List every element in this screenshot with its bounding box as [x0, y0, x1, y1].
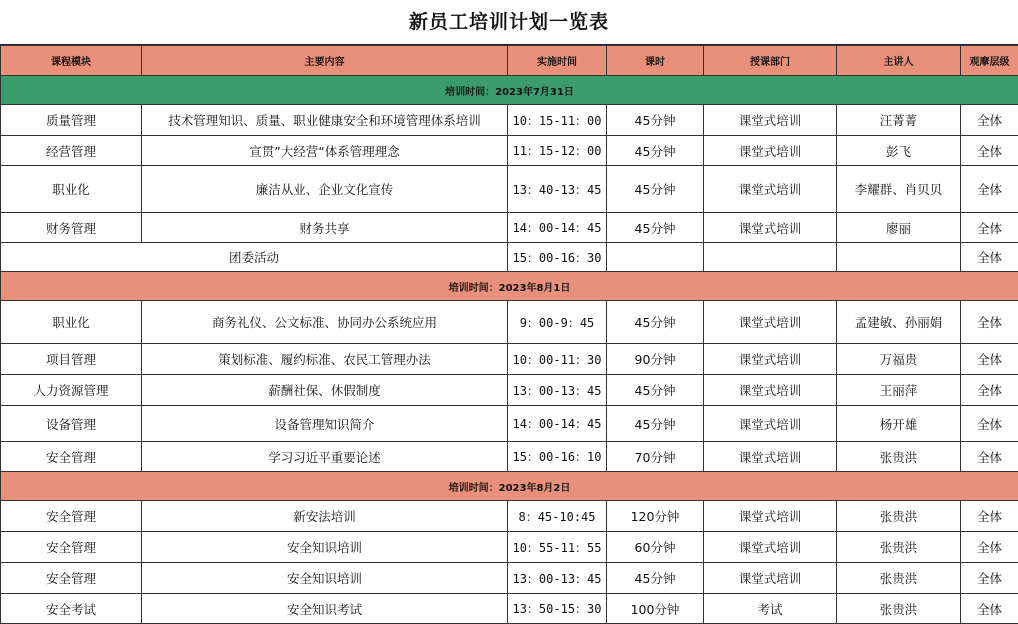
- time-cell[interactable]: 13：40-13：45: [508, 166, 607, 213]
- dept-cell[interactable]: 课堂式培训: [704, 166, 837, 213]
- lecturer-cell[interactable]: 王丽萍: [837, 375, 961, 406]
- lecturer-cell[interactable]: 张贵洪: [837, 442, 961, 472]
- dept-cell[interactable]: 课堂式培训: [704, 406, 837, 442]
- level-cell[interactable]: 全体: [961, 442, 1018, 472]
- dept-cell[interactable]: 课堂式培训: [704, 213, 837, 243]
- module-cell[interactable]: 安全管理: [1, 442, 142, 472]
- section-header-row: [1, 76, 1018, 105]
- table-row: [1, 501, 1018, 532]
- module-cell[interactable]: 安全管理: [1, 563, 142, 594]
- content-cell[interactable]: 财务共享: [142, 213, 508, 243]
- table-row: [1, 301, 1018, 344]
- lecturer-cell[interactable]: 张贵洪: [837, 501, 961, 532]
- hours-cell[interactable]: 45分钟: [607, 301, 704, 344]
- content-cell[interactable]: 薪酬社保、休假制度: [142, 375, 508, 406]
- module-cell[interactable]: 经营管理: [1, 136, 142, 166]
- empty-cell[interactable]: [607, 243, 704, 272]
- level-cell[interactable]: 全体: [961, 406, 1018, 442]
- content-cell[interactable]: 安全知识培训: [142, 563, 508, 594]
- time-cell[interactable]: 13：00-13：45: [508, 375, 607, 406]
- module-cell[interactable]: 职业化: [1, 166, 142, 213]
- lecturer-cell[interactable]: 孟建敏、孙丽娟: [837, 301, 961, 344]
- dept-cell[interactable]: 课堂式培训: [704, 563, 837, 594]
- lecturer-cell[interactable]: 杨开雄: [837, 406, 961, 442]
- content-cell[interactable]: 技术管理知识、质量、职业健康安全和环境管理体系培训: [142, 105, 508, 136]
- dept-cell[interactable]: 课堂式培训: [704, 136, 837, 166]
- lecturer-cell[interactable]: 张贵洪: [837, 594, 961, 624]
- training-table: [0, 45, 1018, 624]
- hours-cell[interactable]: 45分钟: [607, 375, 704, 406]
- level-cell[interactable]: 全体: [961, 563, 1018, 594]
- level-cell[interactable]: 全体: [961, 243, 1018, 272]
- module-cell[interactable]: 安全考试: [1, 594, 142, 624]
- hours-cell[interactable]: 45分钟: [607, 136, 704, 166]
- header-level[interactable]: 观摩层级: [961, 46, 1018, 76]
- table-row: [1, 563, 1018, 594]
- module-cell[interactable]: 财务管理: [1, 213, 142, 243]
- time-cell[interactable]: 13：50-15：30: [508, 594, 607, 624]
- level-cell[interactable]: 全体: [961, 344, 1018, 375]
- content-cell[interactable]: 新安法培训: [142, 501, 508, 532]
- sheet-title: 新员工培训计划一览表: [0, 0, 1018, 45]
- level-cell[interactable]: 全体: [961, 375, 1018, 406]
- lecturer-cell[interactable]: 汪菁菁: [837, 105, 961, 136]
- hours-cell[interactable]: 45分钟: [607, 406, 704, 442]
- hours-cell[interactable]: 120分钟: [607, 501, 704, 532]
- hours-cell[interactable]: 60分钟: [607, 532, 704, 563]
- empty-cell[interactable]: [704, 243, 837, 272]
- header-content[interactable]: 主要内容: [142, 46, 508, 76]
- time-cell[interactable]: 14：00-14：45: [508, 406, 607, 442]
- time-cell[interactable]: 9：00-9：45: [508, 301, 607, 344]
- table-row: [1, 105, 1018, 136]
- lecturer-cell[interactable]: 万福贵: [837, 344, 961, 375]
- level-cell[interactable]: 全体: [961, 213, 1018, 243]
- hours-cell[interactable]: 90分钟: [607, 344, 704, 375]
- dept-cell[interactable]: 课堂式培训: [704, 501, 837, 532]
- table-row: [1, 136, 1018, 166]
- header-dept[interactable]: 授课部门: [704, 46, 837, 76]
- dept-cell[interactable]: 课堂式培训: [704, 375, 837, 406]
- time-cell[interactable]: 15：00-16：10: [508, 442, 607, 472]
- lecturer-cell[interactable]: 李耀群、肖贝贝: [837, 166, 961, 213]
- hours-cell[interactable]: 100分钟: [607, 594, 704, 624]
- module-cell[interactable]: 人力资源管理: [1, 375, 142, 406]
- level-cell[interactable]: 全体: [961, 301, 1018, 344]
- level-cell[interactable]: 全体: [961, 166, 1018, 213]
- dept-cell[interactable]: 课堂式培训: [704, 344, 837, 375]
- module-cell[interactable]: 设备管理: [1, 406, 142, 442]
- level-cell[interactable]: 全体: [961, 105, 1018, 136]
- table-row: [1, 532, 1018, 563]
- time-cell[interactable]: 13：00-13：45: [508, 563, 607, 594]
- table-row: [1, 375, 1018, 406]
- header-row: [1, 46, 1018, 76]
- module-cell[interactable]: 职业化: [1, 301, 142, 344]
- content-cell[interactable]: 学习习近平重要论述: [142, 442, 508, 472]
- section-date-label[interactable]: 培训时间：2023年8月1日: [1, 272, 1018, 301]
- module-cell[interactable]: 质量管理: [1, 105, 142, 136]
- time-cell[interactable]: 11：15-12：00: [508, 136, 607, 166]
- level-cell[interactable]: 全体: [961, 532, 1018, 563]
- table-row: [1, 406, 1018, 442]
- module-cell[interactable]: 安全管理: [1, 501, 142, 532]
- content-cell[interactable]: 安全知识培训: [142, 532, 508, 563]
- hours-cell[interactable]: 45分钟: [607, 105, 704, 136]
- dept-cell[interactable]: 课堂式培训: [704, 301, 837, 344]
- time-cell[interactable]: 15：00-16：30: [508, 243, 607, 272]
- section-date-label[interactable]: 培训时间：2023年8月2日: [1, 472, 1018, 501]
- table-row: [1, 442, 1018, 472]
- header-hours[interactable]: 课时: [607, 46, 704, 76]
- dept-cell[interactable]: 课堂式培训: [704, 532, 837, 563]
- section-header-row: [1, 272, 1018, 301]
- lecturer-cell[interactable]: 廖丽: [837, 213, 961, 243]
- content-cell[interactable]: 设备管理知识简介: [142, 406, 508, 442]
- table-row: [1, 166, 1018, 213]
- header-module[interactable]: 课程模块: [1, 46, 142, 76]
- content-cell[interactable]: 策划标准、履约标准、农民工管理办法: [142, 344, 508, 375]
- hours-cell[interactable]: 45分钟: [607, 563, 704, 594]
- time-cell[interactable]: 14：00-14：45: [508, 213, 607, 243]
- content-cell[interactable]: 廉洁从业、企业文化宣传: [142, 166, 508, 213]
- section-header-row: [1, 472, 1018, 501]
- hours-cell[interactable]: 45分钟: [607, 213, 704, 243]
- table-row: [1, 594, 1018, 624]
- content-cell[interactable]: 商务礼仪、公文标准、协同办公系统应用: [142, 301, 508, 344]
- header-lecturer[interactable]: 主讲人: [837, 46, 961, 76]
- module-cell[interactable]: 项目管理: [1, 344, 142, 375]
- time-cell[interactable]: 8：45-10:45: [508, 501, 607, 532]
- table-row: [1, 213, 1018, 243]
- lecturer-cell[interactable]: 张贵洪: [837, 563, 961, 594]
- dept-cell[interactable]: 课堂式培训: [704, 105, 837, 136]
- dept-cell[interactable]: 课堂式培训: [704, 442, 837, 472]
- dept-cell[interactable]: 考试: [704, 594, 837, 624]
- lecturer-cell[interactable]: 张贵洪: [837, 532, 961, 563]
- table-row: [1, 344, 1018, 375]
- level-cell[interactable]: 全体: [961, 594, 1018, 624]
- section-date-label[interactable]: 培训时间：2023年7月31日: [1, 76, 1018, 105]
- content-cell[interactable]: 安全知识考试: [142, 594, 508, 624]
- level-cell[interactable]: 全体: [961, 136, 1018, 166]
- time-cell[interactable]: 10：00-11：30: [508, 344, 607, 375]
- activity-row: [1, 243, 1018, 272]
- hours-cell[interactable]: 70分钟: [607, 442, 704, 472]
- empty-cell[interactable]: [837, 243, 961, 272]
- content-cell[interactable]: 宣贯”大经营“体系管理理念: [142, 136, 508, 166]
- time-cell[interactable]: 10：15-11：00: [508, 105, 607, 136]
- time-cell[interactable]: 10：55-11：55: [508, 532, 607, 563]
- lecturer-cell[interactable]: 彭飞: [837, 136, 961, 166]
- level-cell[interactable]: 全体: [961, 501, 1018, 532]
- hours-cell[interactable]: 45分钟: [607, 166, 704, 213]
- activity-label[interactable]: 团委活动: [1, 243, 508, 272]
- module-cell[interactable]: 安全管理: [1, 532, 142, 563]
- header-time[interactable]: 实施时间: [508, 46, 607, 76]
